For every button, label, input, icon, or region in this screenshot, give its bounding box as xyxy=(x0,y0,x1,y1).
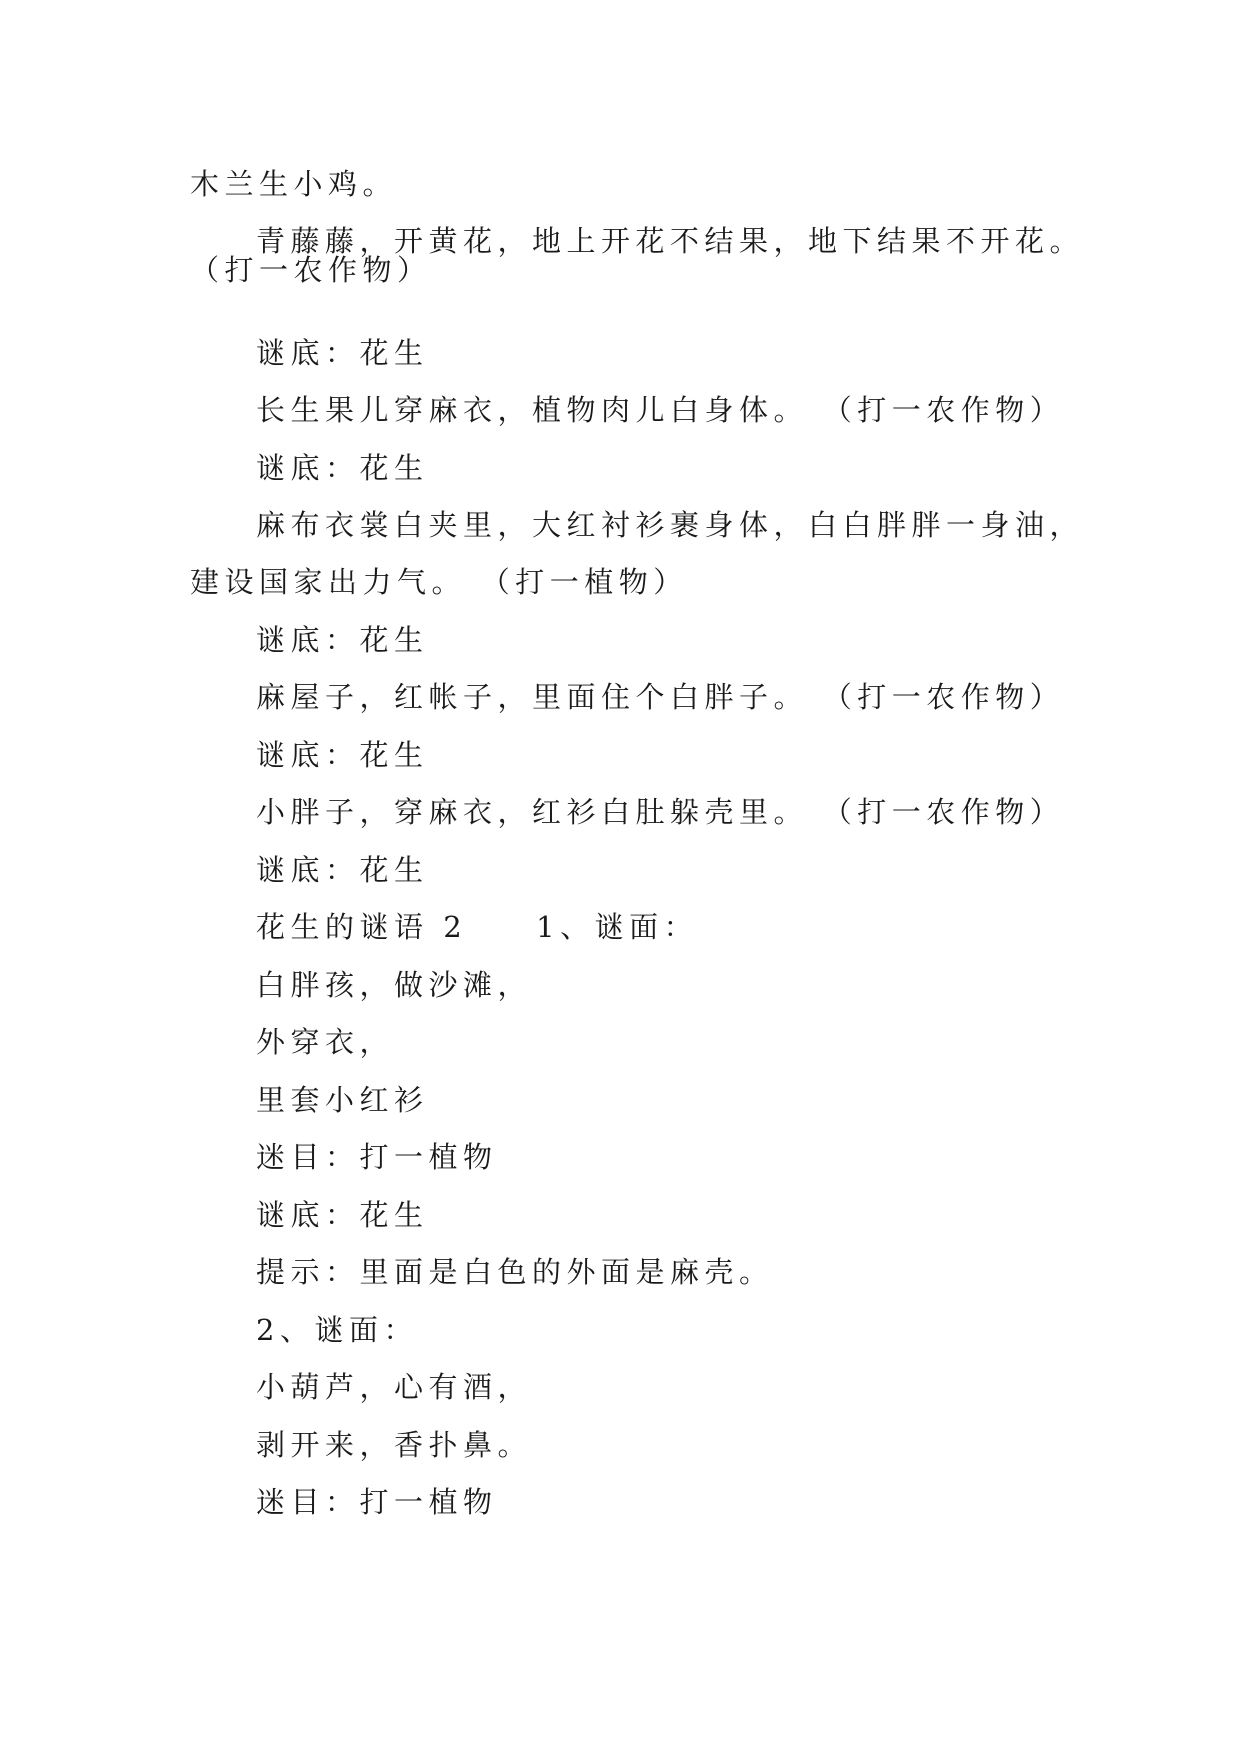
riddle-question-continued: 建设国家出力气。 （打一植物） xyxy=(190,565,688,599)
riddle-number: 2、谜面： xyxy=(256,1313,418,1347)
riddle-question: 青藤藤，开黄花，地上开花不结果，地下结果不开花。 xyxy=(256,224,1085,258)
riddle-text: 小葫芦，心有酒， xyxy=(256,1370,533,1404)
riddle-question: 麻屋子，红帐子，里面住个白胖子。 （打一农作物） xyxy=(256,680,1065,714)
riddle-text: 外穿衣， xyxy=(256,1025,395,1059)
riddle-answer: 谜底：花生 xyxy=(256,738,429,772)
riddle-category: 迷目：打一植物 xyxy=(256,1140,498,1174)
riddle-text: 白胖孩，做沙滩， xyxy=(256,968,533,1002)
riddle-answer: 谜底：花生 xyxy=(256,1198,429,1232)
riddle-answer: 谜底：花生 xyxy=(256,853,429,887)
riddle-question: 长生果儿穿麻衣，植物肉儿白身体。 （打一农作物） xyxy=(256,393,1065,427)
riddle-hint: （打一农作物） xyxy=(190,253,432,287)
riddle-category: 迷目：打一植物 xyxy=(256,1485,498,1519)
section-heading: 花生的谜语 2 1、谜面： xyxy=(256,910,699,944)
riddle-question: 麻布衣裳白夹里，大红衬衫裹身体，白白胖胖一身油， xyxy=(256,508,1085,542)
riddle-text: 剥开来，香扑鼻。 xyxy=(256,1428,533,1462)
riddle-answer: 谜底：花生 xyxy=(256,623,429,657)
riddle-answer: 谜底：花生 xyxy=(256,451,429,485)
riddle-answer: 谜底：花生 xyxy=(256,336,429,370)
text-line: 木兰生小鸡。 xyxy=(190,167,398,201)
riddle-text: 里套小红衫 xyxy=(256,1083,429,1117)
riddle-tip: 提示：里面是白色的外面是麻壳。 xyxy=(256,1255,774,1289)
riddle-question: 小胖子，穿麻衣，红衫白肚躲壳里。 （打一农作物） xyxy=(256,795,1065,829)
